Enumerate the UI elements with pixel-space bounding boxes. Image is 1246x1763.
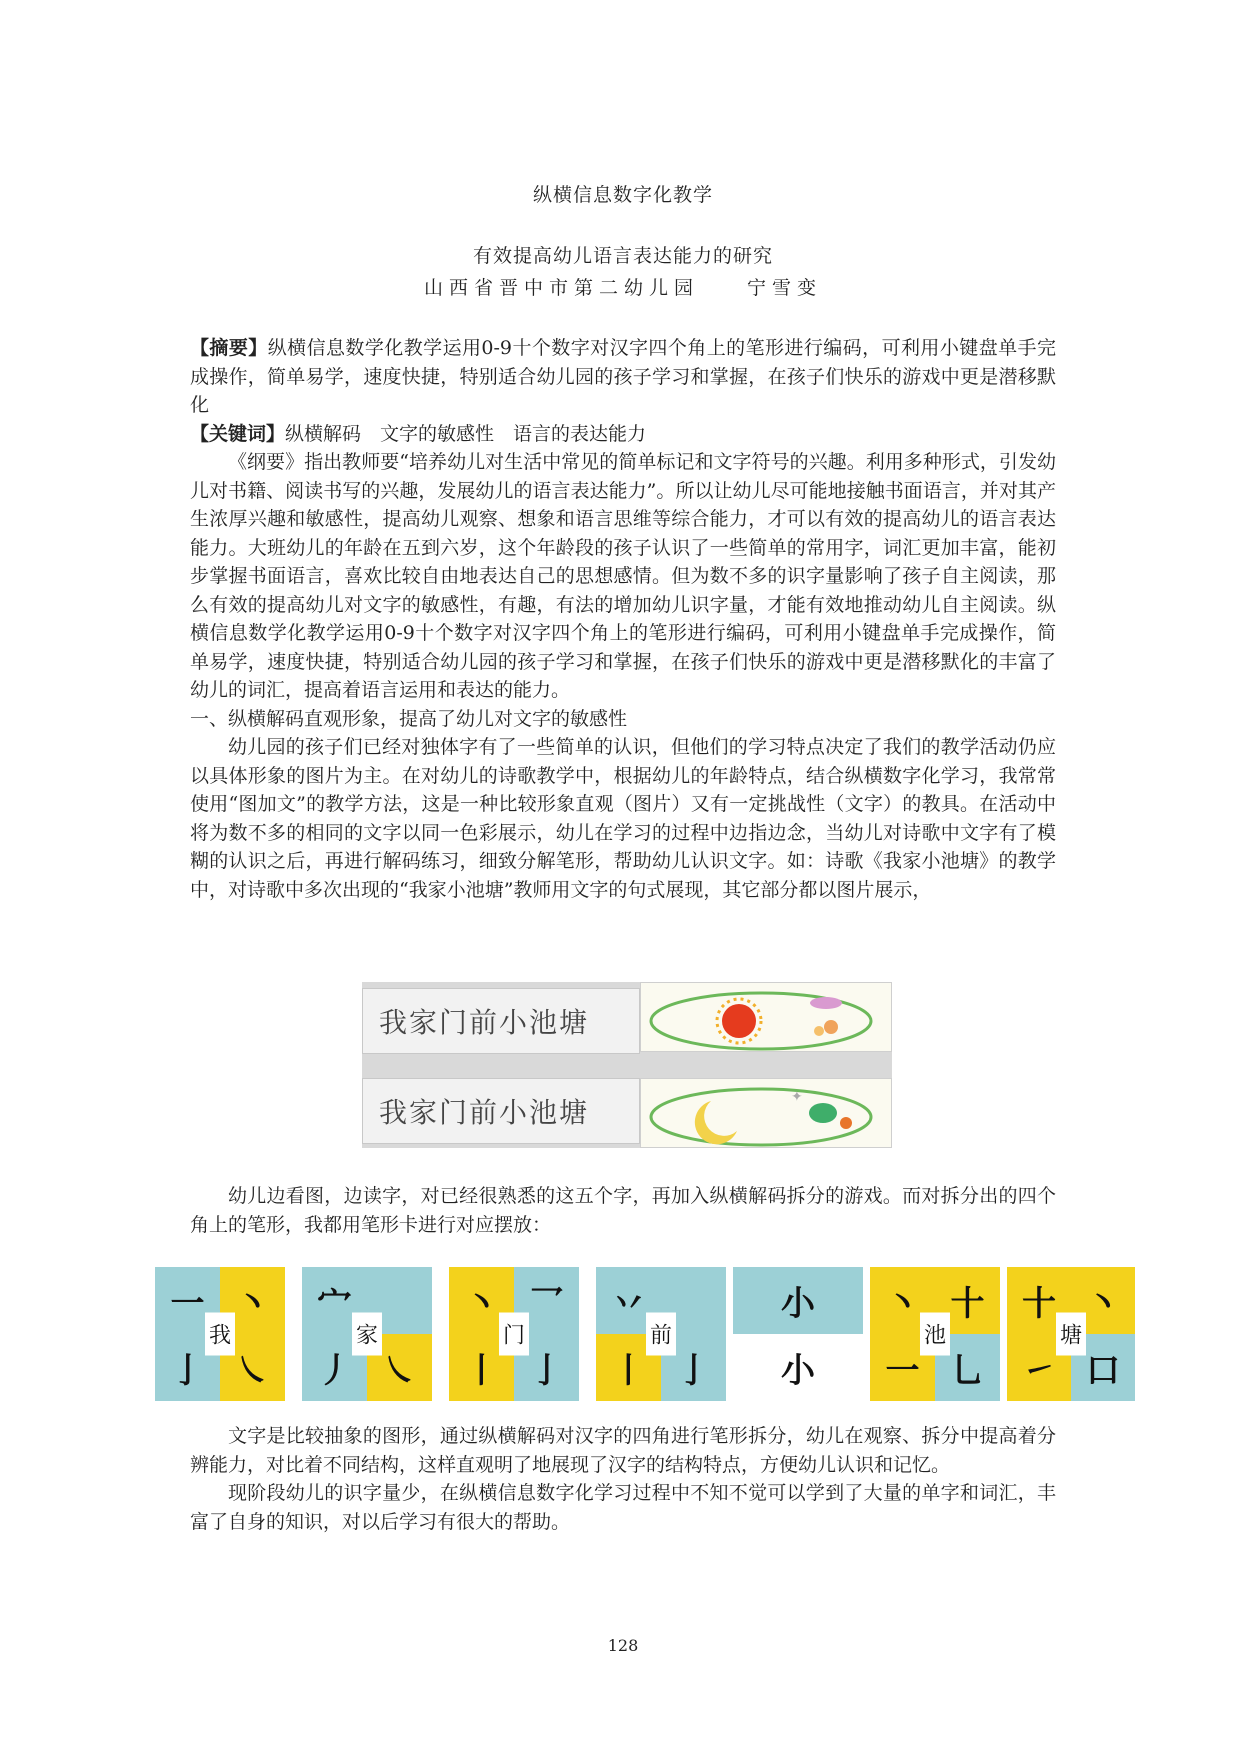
- corner-top-right: 丶: [220, 1267, 285, 1334]
- paragraph-4: 文字是比较抽象的图形，通过纵横解码对汉字的四角进行笔形拆分，幼儿在观察、拆分中提高着分辨能力，对比着不同结构，这样直观明了地展现了汉字的结构特点，方便幼儿认识和记忆。: [190, 1425, 1056, 1476]
- poem-line-card-2: 我家门前小池塘: [362, 1078, 640, 1144]
- corner-bottom-right: 亅: [514, 1334, 579, 1401]
- corner-bottom-right: 亅: [661, 1334, 726, 1401]
- affiliation: 山西省晋中市第二幼儿园: [423, 277, 699, 299]
- corner-top-right: 乛: [514, 1267, 579, 1334]
- corner-bottom: 小: [733, 1334, 863, 1401]
- author: 宁雪变: [747, 277, 823, 299]
- article-body-middle: [190, 1182, 1056, 1239]
- abstract-text: 纵横信息数学化教学运用0-9十个数字对汉字四个角上的笔形进行编码，可利用小键盘单手完成操作，简单易学，速度快捷，特别适合幼儿园的孩子学习和掌握，在孩子们快乐的游戏中更是潜移默化: [190, 337, 1056, 416]
- corner-top-left: 丶: [449, 1267, 514, 1334]
- keywords-label: 【关键词】: [190, 422, 286, 445]
- stroke-card-jia: [302, 1267, 432, 1401]
- paragraph-2: 幼儿园的孩子们已经对独体字有了一些简单的认识，但他们的学习特点决定了我们的教学活动仍应以具体形象的图片为主。在对幼儿的诗歌教学中，根据幼儿的年龄特点，结合纵横数字化学习，我常常使用“图加文”的教学方法，这是一种比较形象直观（图片）又有一定挑战性（文字）的教具。在活动中将为数不多的相同的文字以同一色彩展示，幼儿在学习的过程中边指边念，当幼儿对诗歌中文字有了模糊的认识之后，再进行解码练习，细致分解笔形，帮助幼儿认识文字。如：诗歌《我家小池塘》的教学中，对诗歌中多次出现的“我家小池塘”教师用文字的句式展现，其它部分都以图片展示，: [190, 736, 1056, 901]
- corner-bottom-right: ㇏: [220, 1334, 285, 1401]
- corner-bottom-right: 乚: [935, 1334, 1000, 1401]
- card-character: 门: [499, 1313, 529, 1356]
- corner-bottom-left: 丨: [596, 1334, 661, 1401]
- corner-bottom-left: 亅: [155, 1334, 220, 1401]
- moon-illustration: [641, 1079, 892, 1148]
- stroke-card-chi: [870, 1267, 1000, 1401]
- card-character: 我: [205, 1313, 235, 1356]
- poem-line-card-1: 我家门前小池塘: [362, 988, 640, 1054]
- paragraph-3: 幼儿边看图，边读字，对已经很熟悉的这五个字，再加入纵横解码拆分的游戏。而对拆分出的四个角上的笔形，我都用笔形卡进行对应摆放：: [190, 1185, 1056, 1236]
- stroke-card-men: [449, 1267, 579, 1401]
- article-body-top: [190, 334, 1056, 904]
- card-character: 塘: [1056, 1313, 1086, 1356]
- keywords-text: 纵横解码 文字的敏感性 语言的表达能力: [285, 422, 647, 445]
- corner-top-left: 一: [155, 1267, 220, 1334]
- corner-top-left: 丷: [596, 1267, 661, 1334]
- corner-top-left: 丶: [870, 1267, 935, 1334]
- corner-top-right: 丶: [1071, 1267, 1135, 1334]
- sun-illustration: [641, 983, 892, 1052]
- poem-picture-moon: [640, 1078, 892, 1148]
- poem-picture-sun: [640, 982, 892, 1052]
- stroke-card-row: [155, 1267, 1135, 1401]
- corner-bottom-left: ㇀: [1007, 1334, 1071, 1401]
- corner-top: 小: [733, 1267, 863, 1334]
- paragraph-5: 现阶段幼儿的识字量少，在纵横信息数字化学习过程中不知不觉可以学到了大量的单字和词汇，丰富了自身的知识，对以后学习有很大的帮助。: [190, 1482, 1056, 1533]
- page-subtitle: 有效提高幼儿语言表达能力的研究: [472, 245, 773, 267]
- card-character: 前: [646, 1313, 676, 1356]
- abstract-label: 【摘要】: [190, 337, 268, 359]
- stroke-card-wo: [155, 1267, 285, 1401]
- corner-top-right: 十: [935, 1267, 1000, 1334]
- byline: [0, 273, 1246, 300]
- stroke-card-tang: [1007, 1267, 1135, 1401]
- abstract: [190, 334, 1056, 420]
- page-number: 128: [607, 1636, 639, 1655]
- svg-text:✦: ✦: [791, 1089, 803, 1105]
- corner-bottom-left: 一: [870, 1334, 935, 1401]
- corner-bottom-right: 口: [1071, 1334, 1135, 1401]
- corner-top-left: 宀: [302, 1267, 367, 1334]
- card-character: 池: [920, 1313, 950, 1356]
- corner-bottom-left: 丿: [302, 1334, 367, 1401]
- corner-top-left: 十: [1007, 1267, 1071, 1334]
- corner-bottom-right: ㇏: [367, 1334, 432, 1401]
- poem-figure: [362, 982, 892, 1148]
- stroke-card-xiao: [733, 1267, 863, 1401]
- card-character: 家: [352, 1313, 382, 1356]
- paragraph-1: 《纲要》指出教师要“培养幼儿对生活中常见的简单标记和文字符号的兴趣。利用多种形式，引发幼儿对书籍、阅读书写的兴趣，发展幼儿的语言表达能力”。所以让幼儿尽可能地接触书面语言，并对其产生浓厚兴趣和敏感性，提高幼儿观察、想象和语言思维等综合能力，才可以有效的提高幼儿的语言表达能力。大班幼儿的年龄在五到六岁，这个年龄段的孩子认识了一些简单的常用字，词汇更加丰富，能初步掌握书面语言，喜欢比较自由地表达自己的思想感情。但为数不多的识字量影响了孩子自主阅读，那么有效的提高幼儿对文字的敏感性，有趣，有法的增加幼儿识字量，才能有效地推动幼儿自主阅读。纵横信息数学化教学运用0-9十个数字对汉字四个角上的笔形进行编码，可利用小键盘单手完成操作，简单易学，速度快捷，特别适合幼儿园的孩子学习和掌握，在孩子们快乐的游戏中更是潜移默化的丰富了幼儿的词汇，提高着语言运用和表达的能力。: [190, 451, 1056, 701]
- keywords: [190, 420, 1056, 449]
- page-title: 纵横信息数字化教学: [532, 184, 713, 206]
- section-heading-1: 一、纵横解码直观形象，提高了幼儿对文字的敏感性: [190, 707, 628, 730]
- stroke-card-qian: [596, 1267, 726, 1401]
- article-body-bottom: [190, 1422, 1056, 1536]
- corner-bottom-left: 丨: [449, 1334, 514, 1401]
